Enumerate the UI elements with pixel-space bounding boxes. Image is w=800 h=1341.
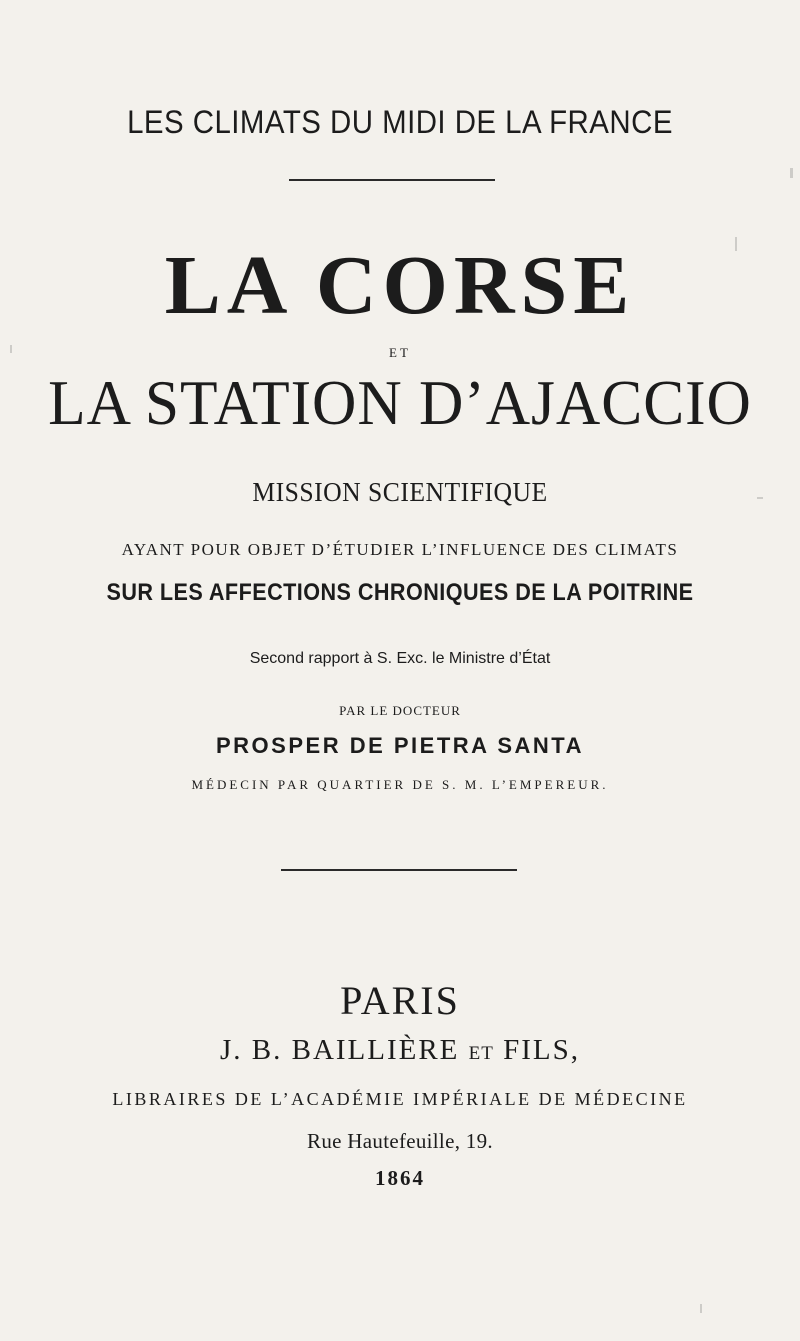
paper-speck	[757, 497, 763, 499]
paper-speck	[790, 168, 793, 178]
series-title: LES CLIMATS DU MIDI DE LA FRANCE	[127, 104, 673, 140]
top-rule	[289, 179, 495, 181]
report-line: Second rapport à S. Exc. le Ministre d’État	[249, 650, 551, 667]
paper-speck	[10, 345, 12, 353]
publisher-et: ET	[468, 1043, 494, 1064]
affections-line: SUR LES AFFECTIONS CHRONIQUES DE LA POITRINE	[106, 579, 694, 606]
publisher	[0, 1034, 800, 1067]
by-label: PAR LE DOCTEUR	[339, 703, 461, 718]
publisher-address: Rue Hautefeuille, 19.	[307, 1129, 493, 1153]
author-role: MÉDECIN PAR QUARTIER DE S. M. L’EMPEREUR.	[191, 777, 609, 792]
paper-speck	[735, 237, 737, 251]
imprint-city: PARIS	[340, 978, 460, 1023]
mission-heading: MISSION SCIENTIFIQUE	[252, 477, 548, 507]
bottom-rule	[281, 869, 517, 871]
purpose-line: AYANT POUR OBJET D’ÉTUDIER L’INFLUENCE DES CLIMATS	[121, 540, 679, 559]
publication-year: 1864	[375, 1166, 425, 1190]
paper-speck	[700, 1304, 702, 1313]
publisher-role: LIBRAIRES DE L’ACADÉMIE IMPÉRIALE DE MÉDECINE	[112, 1089, 688, 1109]
publisher-name: J. B. BAILLIÈRE	[219, 1034, 460, 1066]
conjunction: ET	[389, 345, 411, 360]
main-title: LA CORSE	[164, 239, 636, 332]
author-name: PROSPER DE PIETRA SANTA	[216, 733, 584, 758]
subtitle: LA STATION D’AJACCIO	[48, 367, 752, 438]
publisher-suffix: FILS,	[503, 1034, 581, 1066]
